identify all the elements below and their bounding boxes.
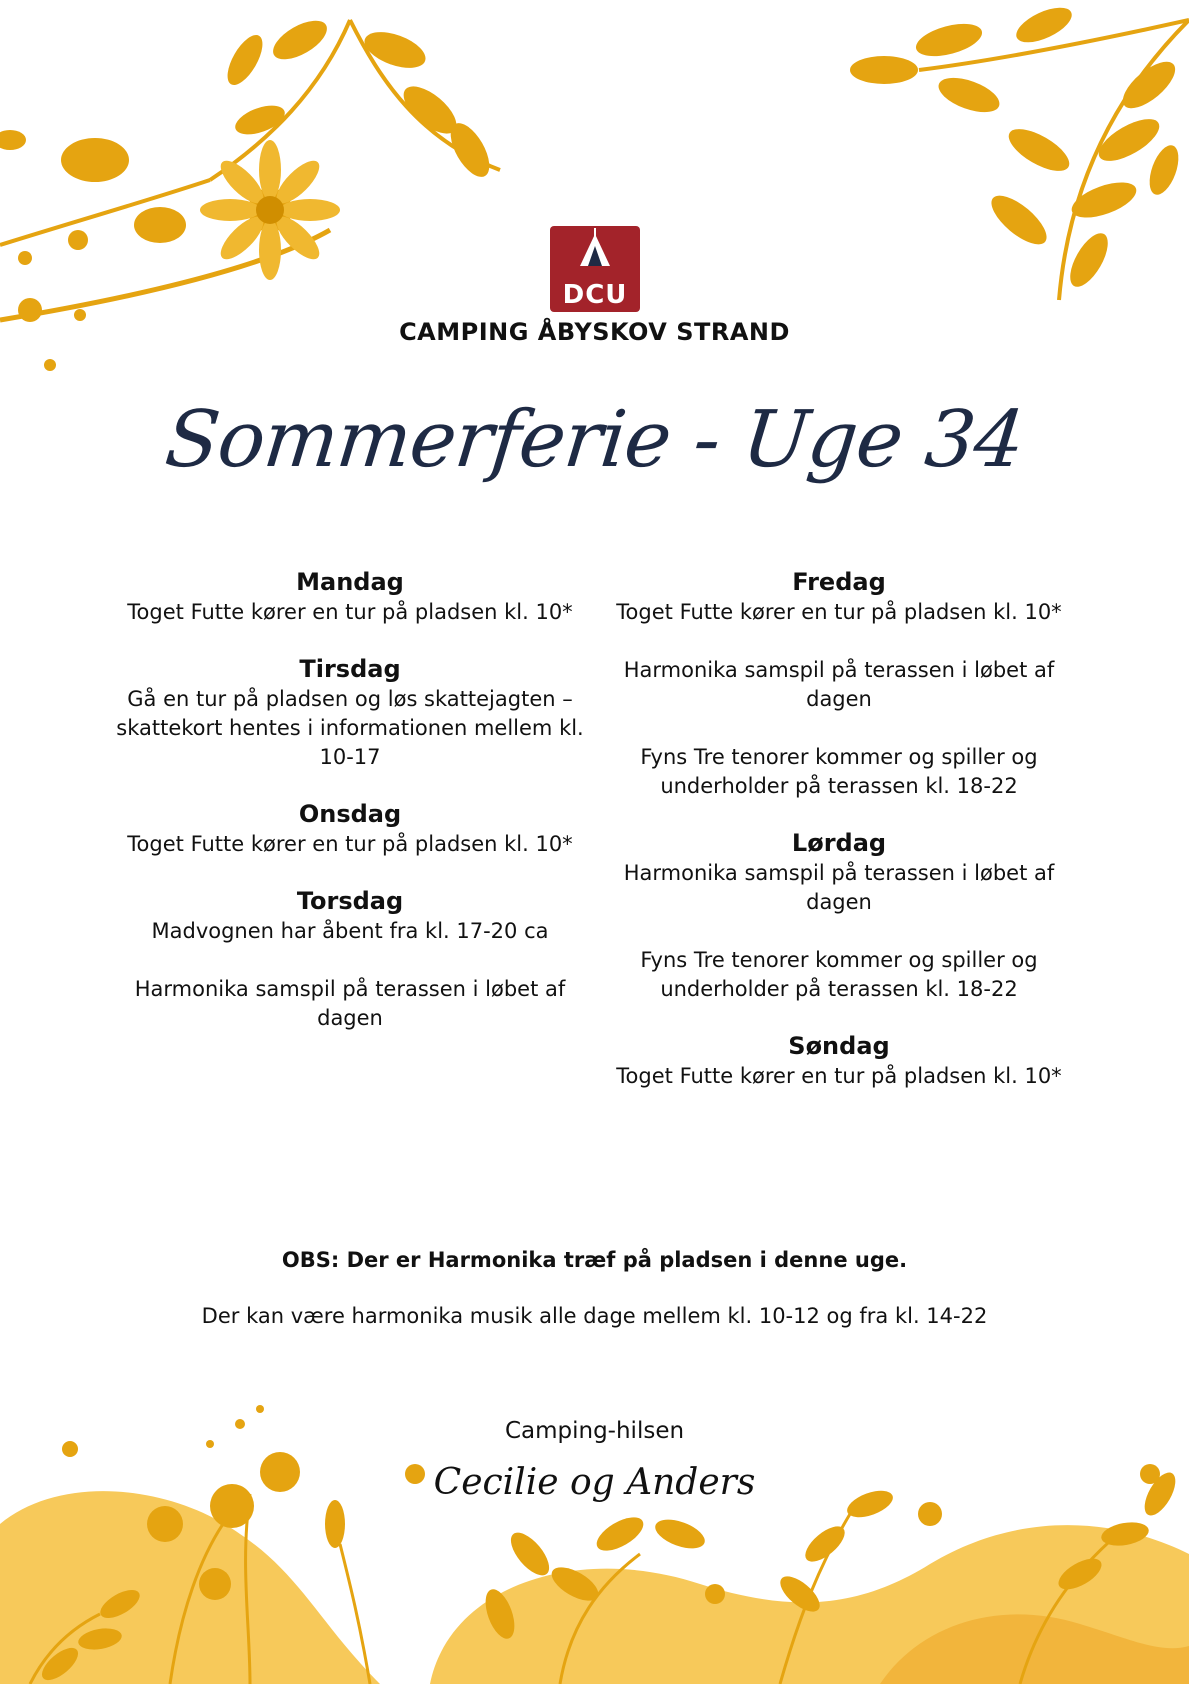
page-title: Sommerferie - Uge 34 [161,395,1028,485]
activity: Harmonika samspil på terassen i løbet af dagen [134,977,566,1030]
day-name: Torsdag [296,887,404,915]
activity: Harmonika samspil på terassen i løbet af dagen [623,861,1055,914]
day-block-tirsdag [115,653,585,772]
day-name: Fredag [792,568,886,596]
day-block-lordag [604,827,1074,1004]
activity: Toget Futte kører en tur på pladsen kl. 10* [616,1064,1062,1088]
activity: Harmonika samspil på terassen i løbet af dagen [623,658,1055,711]
floral-decoration-top-right-icon [769,0,1189,320]
day-name: Mandag [296,568,404,596]
dcu-logo [550,226,640,312]
day-name: Onsdag [298,800,402,828]
day-block-onsdag [115,798,585,859]
day-name: Søndag [788,1032,890,1060]
schedule-column-left [115,566,585,1059]
activity: Toget Futte kører en tur på pladsen kl. 10* [616,600,1062,624]
day-name: Tirsdag [299,655,401,683]
obs-notice: OBS: Der er Harmonika træf på pladsen i denne uge. [281,1248,908,1272]
tent-icon [550,226,640,276]
activity: Gå en tur på pladsen og løs skattejagten – skattekort hentes i informationen mellem kl. 10-17 [116,687,584,769]
organization-name: CAMPING ÅBYSKOV STRAND [399,318,790,346]
music-note: Der kan være harmonika musik alle dage mellem kl. 10-12 og fra kl. 14-22 [201,1304,988,1328]
greeting: Camping-hilsen [504,1418,685,1444]
day-block-sondag [604,1030,1074,1091]
day-name: Lørdag [791,829,887,857]
day-block-torsdag [115,885,585,1033]
logo-text: DCU [562,280,628,310]
activity: Fyns Tre tenorer kommer og spiller og underholder på terassen kl. 18-22 [640,948,1038,1001]
day-block-fredag [604,566,1074,801]
signature: Cecilie og Anders [433,1462,756,1503]
activity: Fyns Tre tenorer kommer og spiller og underholder på terassen kl. 18-22 [640,745,1038,798]
activity: Toget Futte kører en tur på pladsen kl. 10* [127,832,573,856]
activity: Madvognen har åbent fra kl. 17-20 ca [151,919,549,943]
activity: Toget Futte kører en tur på pladsen kl. 10* [127,600,573,624]
day-block-mandag [115,566,585,627]
schedule-column-right [604,566,1074,1117]
